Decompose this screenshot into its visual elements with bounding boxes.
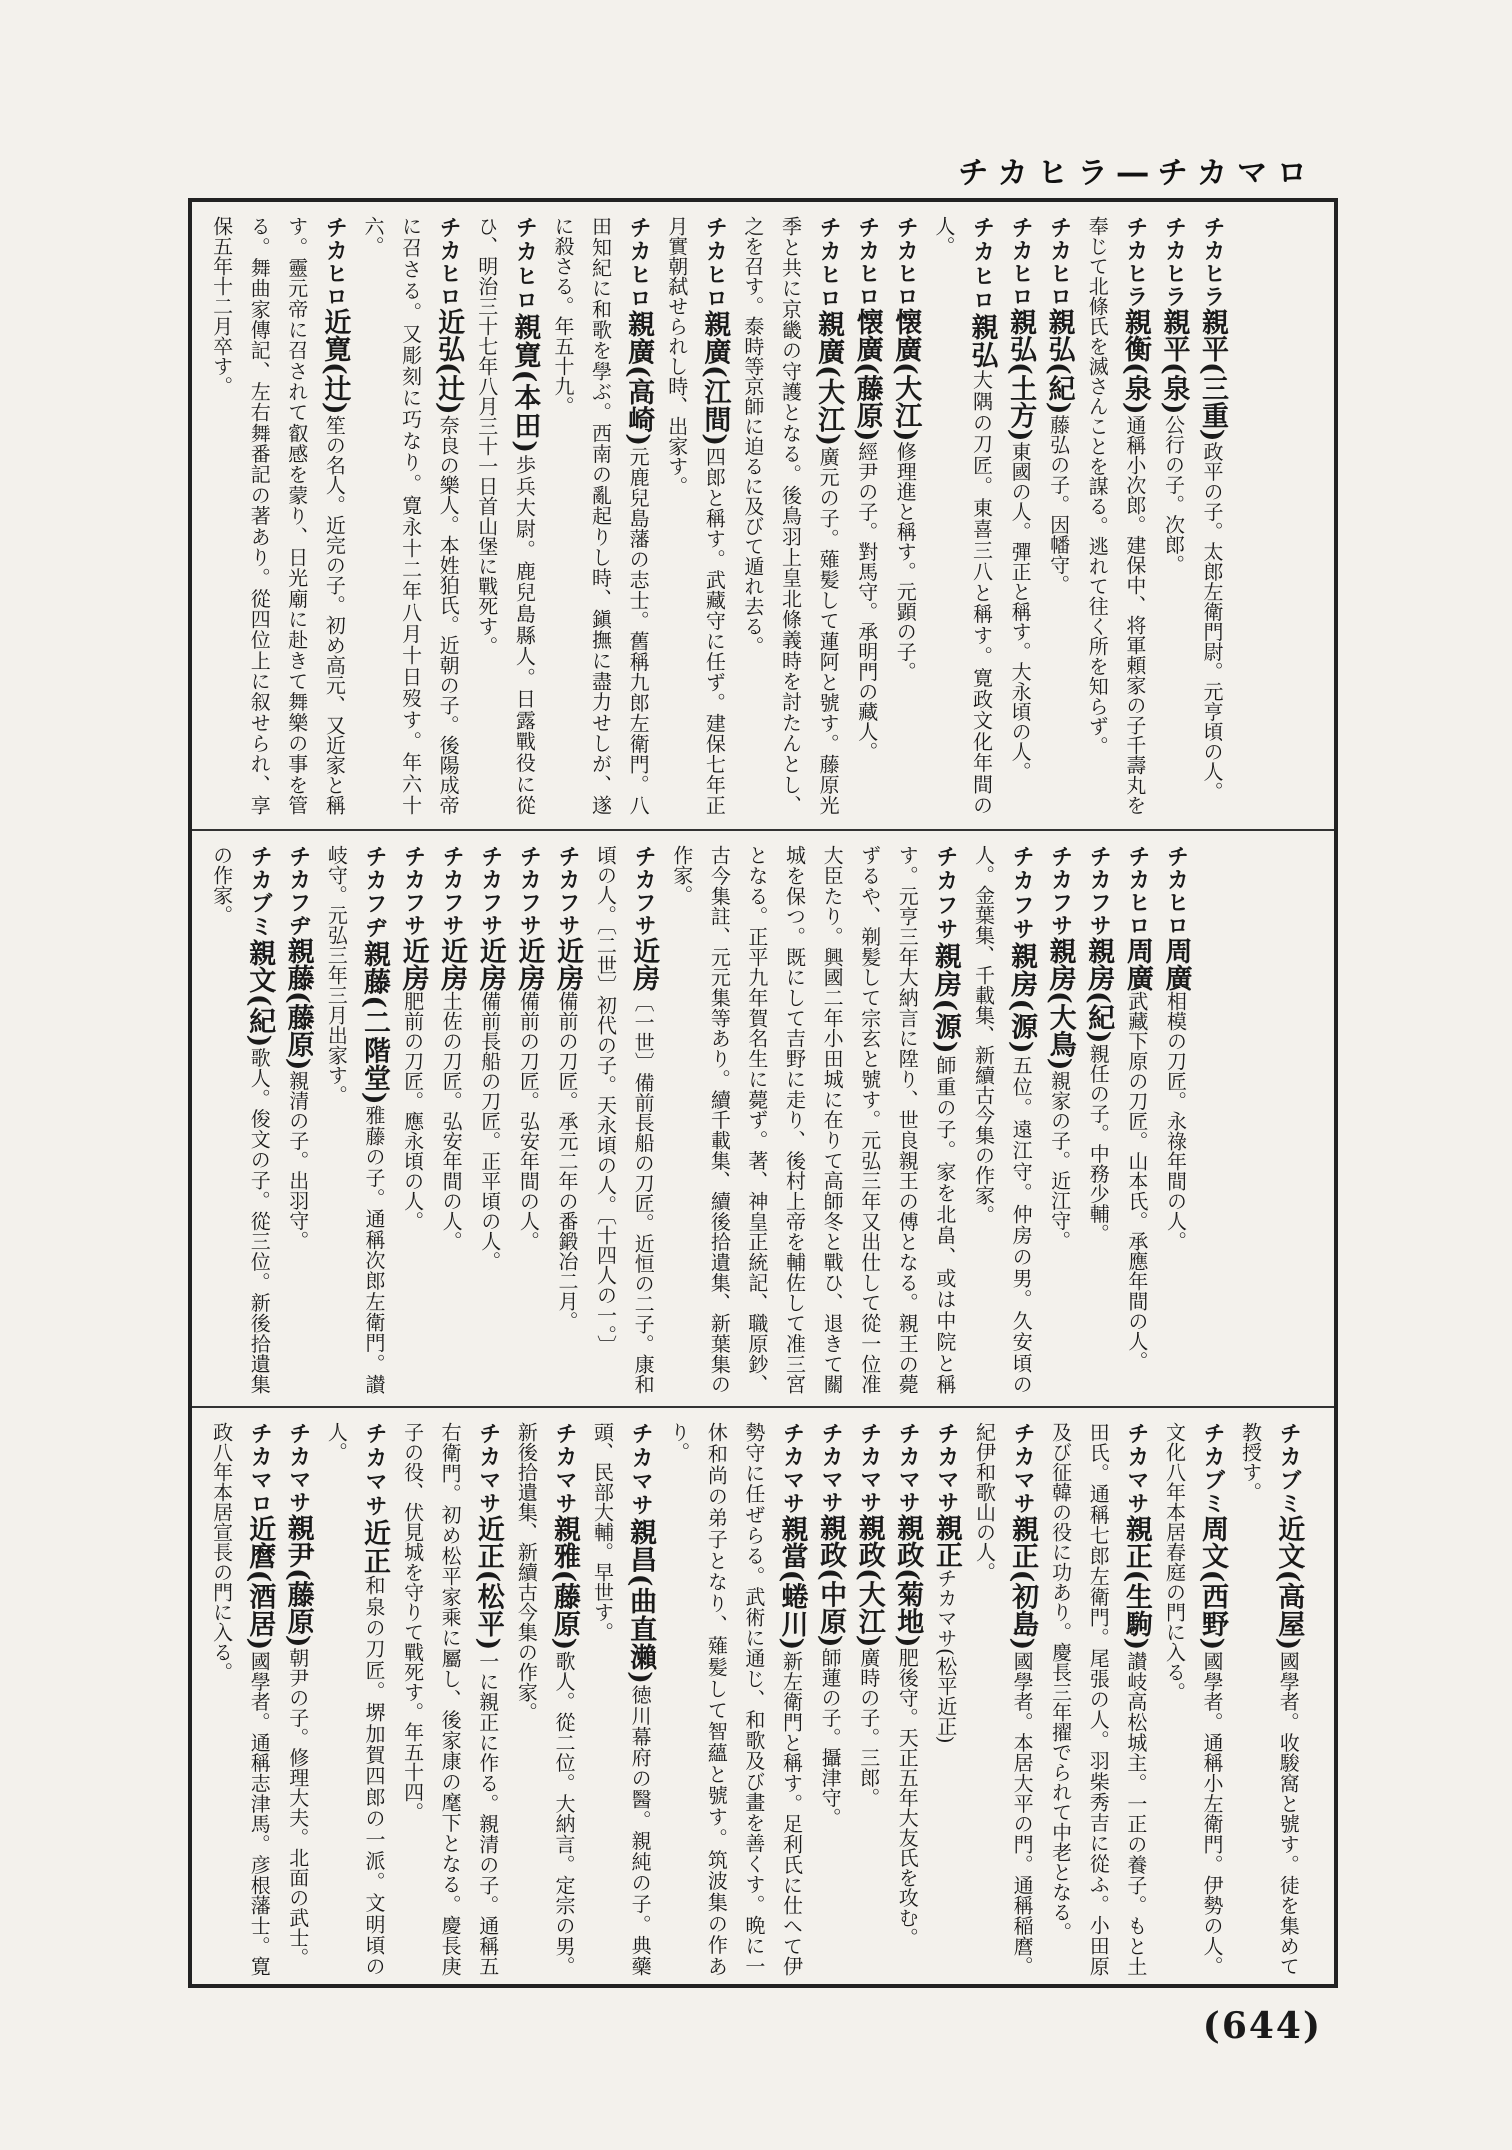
entry-headword: チカヒラ	[1161, 216, 1187, 308]
entry-description: 一に親正に作る。親清の子。通稱五右衛門。初め松平家乘に屬し、後家康の麾下となる。慶長庚子の役、伏見城を守りて戰死す。年五十四。	[400, 1422, 500, 1977]
entry-name: 親政(大江)	[853, 1514, 885, 1648]
entry-description: 修理進と稱す。元顕の子。	[893, 441, 918, 682]
entry-description: 四郎と稱す。武藏守に任ず。建保七年正月實朝弑せられし時、出家す。	[664, 216, 727, 816]
entry-name: 親平(三重)	[1197, 308, 1229, 442]
entry-description: 備前長船の刀匠。正平頃の人。	[477, 991, 502, 1271]
entry-description: 親任の子。中務少輔。	[1086, 1043, 1111, 1244]
entry-name: 親寛(本田)	[509, 313, 541, 454]
entry-headword: チカブミ	[1200, 1422, 1226, 1516]
entry-headword: チカマサ	[856, 1422, 882, 1514]
entry-name: 懐廣(藤原)	[851, 308, 883, 442]
entry-headword: チカフサ	[400, 845, 426, 937]
entry-headword: チカヒロ	[893, 216, 919, 308]
dictionary-entry	[1155, 1422, 1231, 1976]
entry-headword: チカヒロ	[436, 216, 462, 309]
entry-headword: チカマサ	[933, 1422, 959, 1514]
dictionary-entry	[509, 845, 548, 1394]
entry-headword: チカフサ	[631, 845, 657, 938]
entry-name: 親尹(藤原)	[282, 1514, 314, 1648]
dictionary-entry	[1000, 216, 1039, 815]
page-number: (644)	[1202, 2005, 1322, 2047]
entry-headword: チカヒロ	[626, 216, 652, 310]
entry-headword: チカヒロ	[1124, 845, 1150, 937]
dictionary-entry	[317, 845, 393, 1394]
entry-description: 政平の子。太郎左衛門尉。元亨頃の人。	[1200, 441, 1225, 802]
entry-description: 師重の子。家を北畠、或は中院と稱す。元亨三年大納言に陞り、世良親王の傅となる。親王の薨ずるや、剃髪して宗玄と號す。元弘三年又出仕して從一位准大臣たり。興國二年小田城に在りて高師冬と戰ひ、退きて關城を保つ。既にして吉野に走り、後村上帝を輔佐して准三宮となる。正平九年賀名生に薨ず。著、神皇正統記、職原鈔、古今集註、元元集等あり。續千載集、續後拾遺集、新葉集の作家。	[669, 845, 957, 1394]
entry-name: 親正(初島)	[1007, 1515, 1039, 1651]
entry-headword: チカフヂ	[285, 845, 311, 937]
entry-name: 親藤(二階堂)	[358, 939, 390, 1105]
entry-description: 國學者。通稱志津馬。彦根藩士。寛政八年本居宣長の門に入る。	[209, 1422, 272, 1977]
dictionary-entry	[1039, 216, 1078, 815]
entry-description: 大隅の刀匠。東喜三八と稱す。寛政文化年間の人。	[931, 216, 994, 816]
entry-description: 土佐の刀匠。弘安年間の人。	[439, 991, 464, 1251]
running-header: チカヒラ―チカマロ	[958, 156, 1317, 191]
entry-name: 近房	[474, 937, 506, 991]
entry-name: 親房(源)	[1006, 942, 1038, 1054]
entry-headword: チカフサ	[554, 845, 580, 937]
dictionary-entry	[1079, 845, 1118, 1394]
dictionary-entry	[353, 216, 467, 815]
entry-description: 國學者。收駿窩と號す。徒を集めて教授す。	[1238, 1422, 1301, 1977]
entry-headword: チカヒロ	[1046, 216, 1072, 308]
entry-description: 五位。遠江守。仲房の男。久安頃の人。金葉集、千載集、新續古今集の作家。	[971, 845, 1034, 1394]
entry-description: 奈良の樂人。本姓狛氏。近朝の子。後陽成帝に召さる。又彫刻に巧なり。寛永十二年八月十日歿す。年六十六。	[360, 216, 461, 815]
entry-name: 近寛(辻)	[319, 308, 351, 415]
dictionary-entry	[924, 216, 1000, 815]
entry-description: 和泉の刀匠。堺加賀四郎の一派。文明頃の人。	[324, 1422, 386, 1977]
entry-headword: チカヒロ	[322, 216, 348, 309]
dictionary-entry	[1117, 845, 1156, 1394]
entry-name: 親政(中原)	[815, 1514, 847, 1648]
entry-name: 親文(紀)	[244, 938, 276, 1047]
band-middle-columns	[192, 831, 1208, 1408]
entry-name: 近房	[628, 937, 660, 992]
entry-description: 廣時の子。三郎。	[856, 1647, 881, 1808]
dictionary-entry	[811, 1422, 850, 1976]
dictionary-entry	[278, 1422, 317, 1976]
entry-description: 朝尹の子。修理大夫。北面の武士。	[285, 1647, 310, 1968]
entry-name: 親平(泉)	[1158, 308, 1190, 415]
band-bottom-columns	[192, 1408, 1321, 1990]
entry-description: 新左衛門と稱す。足利氏に仕へて伊勢守に任ぜらる。武術に通じ、和歌及び畫を善くす。晩に一休和尚の弟子となり、薙髪して智蘊と號す。筑波集の作あり。	[666, 1422, 804, 1977]
entry-headword: チカマサ	[361, 1422, 387, 1519]
entry-headword: チカフサ	[1047, 845, 1073, 937]
entry-headword: チカヒラ	[1200, 216, 1226, 308]
entry-name: 親昌(曲直瀨)	[625, 1517, 657, 1684]
entry-name: 親房(紀)	[1083, 937, 1115, 1044]
entry-headword: チカマサ	[628, 1422, 654, 1518]
entry-description: 歩兵大尉。鹿兒島縣人。日露戰役に從ひ、明治三十七年八月三十一日首山堡に戰死す。	[474, 216, 537, 816]
dictionary-entry	[467, 216, 543, 815]
entry-name: 周文(西野)	[1197, 1515, 1229, 1651]
entry-description: チカマサ(松平近正)	[933, 1568, 958, 1744]
entry-headword: チカマロ	[247, 1422, 273, 1516]
entry-headword: チカヒロ	[512, 216, 538, 314]
entry-name: 親房(源)	[929, 942, 961, 1054]
entry-headword: チカヒロ	[816, 216, 842, 310]
entry-description: 元鹿兒島藩の志士。舊稱九郎左衛門。八田知紀に和歌を學ぶ。西南の亂起りし時、鎭撫に盡力せしが、遂に殺さる。年五十九。	[550, 216, 651, 816]
entry-name: 周廣	[1121, 937, 1153, 991]
band-top-columns	[192, 202, 1245, 829]
dictionary-entry	[662, 845, 964, 1394]
entry-name: 近房	[513, 937, 545, 991]
entry-description: 國學者。本居大平の門。通稱稲麿。紀伊和歌山の人。	[972, 1422, 1035, 1977]
entry-description: 武藏下原の刀匠。山本氏。承應年間の人。	[1124, 991, 1149, 1371]
entry-name: 親衡(泉)	[1119, 308, 1151, 415]
entry-name: 周廣	[1160, 937, 1192, 991]
entry-headword: チカフサ	[1009, 845, 1035, 943]
entry-description: 歌人。從二位。大納言。定宗の男。新後拾遺集、新續古今集の作家。	[514, 1422, 576, 1977]
dictionary-entry	[657, 216, 733, 815]
dictionary-entry	[543, 216, 657, 815]
entry-headword: チカヒラ	[1122, 216, 1148, 309]
dictionary-entry	[1156, 845, 1195, 1394]
dictionary-entry	[278, 845, 317, 1394]
dictionary-entry	[886, 216, 925, 815]
entry-headword: チカヒロ	[969, 216, 995, 314]
entry-description: 肥前の刀匠。應永頃の人。	[400, 991, 425, 1231]
entry-headword: チカマサ	[1123, 1422, 1149, 1516]
dictionary-entry	[1192, 216, 1231, 815]
dictionary-entry	[965, 1422, 1041, 1976]
entry-name: 親弘(土方)	[1005, 308, 1037, 442]
entry-headword: チカヒロ	[702, 216, 728, 310]
entry-headword: チカフサ	[516, 845, 542, 937]
entry-headword: チカマサ	[475, 1422, 501, 1516]
entry-description: 歌人。俊文の子。從三位。新後拾遺集の作家。	[209, 845, 272, 1395]
dictionary-entry	[393, 1422, 507, 1976]
entry-name: 親廣(大江)	[813, 310, 845, 447]
entry-description: 廣元の子。薙髪して蓮阿と號す。藤原光季と共に京畿の守護となる。後鳥羽上皇北條義時を討たんとし、之を召す。泰時等京師に迫るに及びて遁れ去る。	[740, 216, 841, 816]
dictionary-entry	[470, 845, 509, 1394]
entry-headword: チカフヂ	[361, 845, 387, 940]
entry-description: 經尹の子。對馬守。承明門の藏人。	[854, 441, 879, 762]
entry-name: 親弘(紀)	[1043, 308, 1075, 415]
entry-name: 近麿(酒居)	[244, 1515, 276, 1651]
dictionary-entry	[1154, 216, 1193, 815]
entry-name: 近房	[436, 937, 468, 991]
dictionary-entry	[659, 1422, 810, 1976]
entry-headword: チカマサ	[895, 1422, 921, 1514]
entry-name: 親藤(藤原)	[282, 937, 314, 1071]
entry-description: 公行の子。次郎。	[1161, 414, 1186, 575]
entry-description: 藤弘の子。因幡守。	[1046, 414, 1071, 595]
dictionary-entry	[317, 1422, 393, 1976]
entry-name: 親廣(江間)	[699, 310, 731, 447]
entry-description: 笙の名人。近完の子。初め高元、又近家と稱す。靈元帝に召されて叡感を蒙り、日光廟に赴きて舞樂の事を管る。舞曲家傳記、左右舞番記の著あり。從四位上に叙せられ、享保五年十二月卒す。	[209, 216, 347, 816]
dictionary-entry	[926, 1422, 965, 1976]
entry-headword: チカヒロ	[1008, 216, 1034, 308]
dictionary-entry	[847, 216, 886, 815]
entry-name: 近房	[551, 937, 583, 991]
entry-description: 通稱小次郎。建保中、将軍頼家の子千壽丸を奉じて北條氏を滅さんことを謀る。逃れて往く所を知らず。	[1085, 216, 1147, 815]
dictionary-entry	[583, 1422, 659, 1976]
dictionary-entry	[1040, 845, 1079, 1394]
entry-name: 親雅(藤原)	[548, 1515, 580, 1651]
entry-headword: チカマサ	[285, 1422, 311, 1514]
dictionary-entry	[507, 1422, 583, 1976]
dictionary-entry	[547, 845, 586, 1394]
entry-name: 親政(菊地)	[892, 1514, 924, 1648]
dictionary-entry	[849, 1422, 888, 1976]
entry-name: 近房	[397, 937, 429, 991]
dictionary-entry	[1041, 1422, 1155, 1976]
entry-headword: チカヒロ	[1163, 845, 1189, 937]
entry-name: 親廣(高崎)	[623, 310, 655, 447]
entry-description: 備前の刀匠。弘安年間の人。	[516, 991, 541, 1251]
band-middle	[192, 829, 1334, 1408]
band-bottom	[192, 1406, 1334, 1990]
dictionary-entry	[202, 845, 278, 1394]
entry-description: 國學者。通稱小左衛門。伊勢の人。文化八年本居春庭の門に入る。	[1162, 1422, 1225, 1977]
entry-name: 親正	[930, 1514, 962, 1568]
dictionary-entry	[202, 1422, 278, 1976]
dictionary-entry	[733, 216, 847, 815]
entry-headword: チカマサ	[1010, 1422, 1036, 1516]
entry-name: 親房(大鳥)	[1044, 937, 1076, 1071]
entry-description: 備前の刀匠。承元二年の番鍛冶二月。	[554, 991, 579, 1331]
entry-description: 親清の子。出羽守。	[285, 1070, 310, 1251]
entry-headword: チカマサ	[818, 1422, 844, 1514]
entry-headword: チカマサ	[551, 1422, 577, 1516]
entry-name: 近弘(辻)	[433, 308, 465, 415]
entry-description: 讃岐高松城主。一正の養子。もと土田氏。通稱七郎左衛門。尾張の人。羽柴秀吉に從ふ。小田原及び征韓の役に功あり。慶長三年擢でられて中老となる。	[1048, 1422, 1148, 1977]
entry-name: 親當(蜷川)	[776, 1515, 808, 1651]
entry-description: 相模の刀匠。永祿年間の人。	[1163, 991, 1188, 1251]
entry-description: 師蓮の子。攝津守。	[818, 1647, 843, 1828]
entry-description: 徳川幕府の醫。親純の子。典藥頭、民部大輔。早世す。	[590, 1422, 653, 1977]
entry-headword: チカフサ	[1086, 845, 1112, 937]
page-frame	[188, 198, 1338, 1988]
entry-description: 肥後守。天正五年大友氏を攻む。	[895, 1647, 920, 1948]
dictionary-entry	[964, 845, 1040, 1394]
entry-name: 親弘	[966, 313, 998, 370]
entry-name: 近文(高屋)	[1273, 1515, 1305, 1651]
entry-headword: チカヒロ	[854, 216, 880, 308]
entry-description: 親家の子。近江守。	[1047, 1070, 1072, 1251]
entry-headword: チカブミ	[1276, 1422, 1302, 1516]
dictionary-entry	[586, 845, 662, 1394]
entry-name: 親正(生駒)	[1120, 1515, 1152, 1651]
dictionary-entry	[393, 845, 432, 1394]
entry-headword: チカフサ	[932, 845, 958, 943]
dictionary-entry	[432, 845, 471, 1394]
dictionary-entry	[1231, 1422, 1307, 1976]
entry-headword: チカフサ	[477, 845, 503, 937]
entry-headword: チカブミ	[247, 845, 273, 939]
entry-description: 東國の人。彈正と稱す。大永頃の人。	[1008, 441, 1033, 782]
dictionary-entry	[202, 216, 353, 815]
dictionary-entry	[1078, 216, 1154, 815]
entry-name: 近正(松平)	[472, 1515, 504, 1651]
entry-name: 懐廣(大江)	[890, 308, 922, 442]
dictionary-entry	[888, 1422, 927, 1976]
entry-headword: チカフサ	[439, 845, 465, 937]
entry-description: 雅藤の子。通稱次郎左衛門。讃岐守。元弘三年三月出家す。	[324, 845, 386, 1395]
band-top	[192, 202, 1334, 829]
entry-headword: チカマサ	[779, 1422, 805, 1516]
entry-name: 近正	[358, 1518, 390, 1576]
entry-description: 〔一世〕備前長船の刀匠。近恒の二子。康和頃の人。〔二世〕初代の子。天永頃の人。〔十四人の一。〕	[593, 845, 656, 1395]
